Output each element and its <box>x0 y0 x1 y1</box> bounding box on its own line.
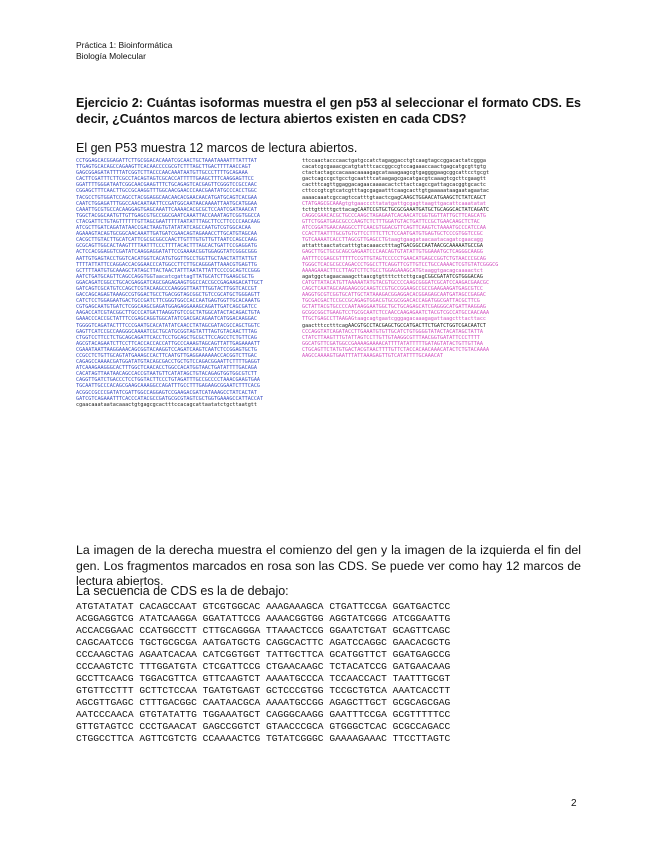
sequence-line: CTACGATTCTGTAGTTTTTTGTTAGCGAATTTTTAATATTTAGCTTCCTTCCCCAACAAG <box>76 218 261 225</box>
cds-row: GTGTTCCTTT GCTTCTCCAA TGATGTGAGT GCTCCCGTGG TCCGCTGTCA AAATCACCTT <box>76 685 451 696</box>
sequence-line: CTATGAGCGCAAAgtgtgaacccttatatgattgcgagttaagttgacattcaaatatat <box>302 200 487 207</box>
sequence-line: CACGCTTGTACTTGCATCATTCGCGCGGCCAACTTGTTTGTGTTGTTAATCCAGCCAAG <box>76 237 257 244</box>
sequence-line: CCGCCTCTGTTGCAGTATGAAAGCCACTTCAATGTTGAGGAAAAAACCACGGTCTTGAC <box>76 353 257 359</box>
header-subject: Biología Molecular <box>76 51 146 61</box>
sequence-line: AGCGTACAGAATCTTCCTTCACCACCACCATTGCCCAAAGTAGCAGTTATTGAGAAAATT <box>76 340 261 347</box>
cds-sequence-block <box>76 601 581 745</box>
sequence-line: AATCTGATGCAGTTCAGCCAGGTGGTaacatcgattagTTATGCATCTTGAAGCGCTG <box>76 273 254 280</box>
cds-row: CTGGCCTTCA AGTTCGTCTG CCAAAACTCG TGTATCGGGC GAAAAGAAAC TTCCTTAGTC <box>76 733 451 744</box>
sequence-line: attatttaactatcatttgtacaaacctttagTGACGGCCAATAACGCAAAAATGCCGA <box>302 243 483 250</box>
sequence-line: GCTATTACGTGCCCCAATAAGGAATGGCTGCTGCAGAGCATCGAGGGCATGATTAAGGAG <box>302 304 487 311</box>
cds-row: AATCCCAACA GTGTATATTG TGGAAATGCT CAGGGCAAGG GAATTTCCGA GCGTTTTTCC <box>76 709 451 720</box>
page-header <box>76 40 172 62</box>
cds-row: GCCTTCAACG TGGACGTTCA GTTCAAGTCT AAAATGCCCA TCCAACCACT TAATTTGCGT <box>76 673 451 684</box>
sequence-line: CACATAGTTAATAACAGCCACCGTAATGTTCATATAGCTGTACAGAGTGGTGGCGTCTT <box>76 371 257 378</box>
cds-row: GTTGTAGTCC CCCTGAACAT GAGCCGGTCT GTAACCCGCA GTGGGCTCAC GCGCCAGACC <box>76 721 451 732</box>
sequence-line: CCCAGGTATCAGATACCTTGAAATGTGTTGCATCTGTGGGGTATACTACATAGCTATTA <box>302 328 483 335</box>
sequence-line: AAGACCATCGTACGGCTTGCCCATGATTAAGGTGTCCGCTATGGCATACTACAGACTGTA <box>76 310 261 317</box>
cds-row: ACCACGGAAC CCATGGCCTT CTTGCAGGGA TTAAACTCCG GGAATCTGAT GCAGTTCAGC <box>76 625 451 636</box>
sequence-line: CTGGTCCTTCCTCTGCAGCAGATTCACCTCCTGCAGCTGCGCTTCCAGCCTCTGTTCAG <box>76 334 257 341</box>
sequence-line: GATCAGTCGCATGTCCAGCTCGTACAAGCCCAAGGGTTAATTTGGTACTTGGTCACCGT <box>76 285 257 292</box>
sequence-line: GACCAGCAGAGTAAAGCCGTGGACTGCCTGACGGTAGCGGCTGTCCGCATGCTGGGAGTT <box>76 292 261 299</box>
sequence-line: AGAAAGTACAGTGCGGCAACAAATTGATGATCGAACAGTAGAAACCTTGCATGTAGCAA <box>76 231 257 238</box>
sequence-line: GGCATGTTCGATGGCCGAAAAGAAAACATTTTATATTTTTGATAGTATACTGTTGTTAA <box>302 340 483 347</box>
sequence-line: ATCAAAGAAGGGCACTTTGGCTCAACACCTGGCCACATGGTAACTGATATTTTGACAGA <box>76 365 257 372</box>
sequence-line: CAGCTCAATAGCAAGAAGCGCAAGTCCGTGCCGGAAGCCGCCGAAGAAGATGAGCGTCC <box>302 285 483 292</box>
cds-row: CCCAAGTCTC TTTGGATGTA CTCGATTCCG CTGAACAAGC TCTACATCCG GATGAACAAG <box>76 661 451 672</box>
sequence-line: GAAACCCACCGCTATTTCCGAGCAGGTGGCATATCGACGACAGAATCATGGACAAGGAC <box>76 316 257 323</box>
sequence-line: CCTGGAGCACGGAGATTCTTGCGGACACAAATCGCAACTGCTAAATAAAATTTATTTAT <box>76 158 257 164</box>
cds-row: AGCGTTGAGC CTTTGACGGC CAATAACGCA AAAATGCCGG AGAGCTTGCT GCGCAGCGAG <box>76 697 451 708</box>
sequence-line: ACGGCCGCCCGATATCGATTGGCCAGGAGTCCGAAGACGATCATAAAGCCTATCACTAT <box>76 389 257 396</box>
header-course: Práctica 1: Bioinformática <box>76 40 173 50</box>
cds-row: CAGCAATCCG TGCTGCGCGA AATGATGCTG CAGGCACTTC AGATCCAGGC GAACACGCTG <box>76 637 451 648</box>
sequence-line: agatggctagaacaaagcttaacgtgttttcttcttgcagCGGCGATATCGTGGGACAG <box>302 273 483 280</box>
sequence-line: cactttcagttggaggacagaacaaaacactcttactcagccgattagcacggtgcactc <box>302 182 487 189</box>
cds-row: ATGTATATAT CACAGCCAAT GTCGTGGCAC AAAGAAAGCA CTGATTCCGA GGATGACTCC <box>76 601 451 612</box>
sequence-line: aaaacaaatcgccagtccatttgtaactcgagCAAGCTGGAACATGAAGCTCTATCAGCT <box>302 194 487 201</box>
sequence-line: CAAATTGCGTGCCACAAGGAGTGAGCAAATTCAAAACACGCGCTCCAATCGATAAACAT <box>76 206 257 213</box>
exercise-title: Ejercicio 2: Cuántas isoformas muestra el gen p53 al seleccionar el formato CDS. Es decir, ¿Cuántos marcos de lectura abiertos existen en cada CDS? <box>76 96 581 126</box>
sequence-line: ctactactagccacaaacaaaagagcataaagaagcgtgaggggaagcggcattcctgcgt <box>302 170 490 177</box>
sequence-line: CATGTTATACATGTTAAAAATATGTACGTGCCCCAAGCGGGATCGCATCCAAGACGAACGC <box>302 279 490 286</box>
sequence-line: AAGCCAAAAGTGAATTTATTAAAGAGTTGTCATATTTTGCAAACAT <box>302 353 444 359</box>
sequence-line: CAATCTGGAGATTTGGCCAACAATAATTCCGATGGCAATAACAAAATTAATGCATGGAA <box>76 200 257 207</box>
sequence-line: gactcagccgctgcctgcaatttcataagagcgacatgacgtcaaagtcgcttcgaagtt <box>302 176 487 183</box>
sequence-line: TGGGGTCAGATACTTTCCCGAATGCACATATATCAACCTATAGCGATACGCCAGCTGGTC <box>76 322 261 329</box>
intro-paragraph: El gen P53 muestra 12 marcos de lectura abiertos. <box>76 141 358 155</box>
cds-row: CCCAAGCTAG AGAATCACAA CATCGGTGGT TATTGCTTCA GCATGGTTCT GGATGAGCCG <box>76 649 451 660</box>
gene-end-sequence-image <box>76 158 300 520</box>
sequence-line: CATCTCCTGGAGAATGACTGCCGATCTTCGGGTGGCCACCAATGAGTGGTTGCACAAATG <box>76 298 261 305</box>
cds-row: ACGGAGGTCG ATATCAAGGA GGATATTCCG AAAACGGTGG AGGTATCGGG ATCGGAATTG <box>76 613 451 624</box>
sequence-line: ttccaactacccaactgatgccatctagaggacctgtcaagtagccggacactatcggga <box>302 158 487 164</box>
sequence-line: GATCGTCAGAAATTTCACCCATACGCCGATGCGCGTAGTCGCTGGTGAAAGCCATTACCAT <box>76 395 264 402</box>
sequence-line: CGGAGCTTTCAACTTGCCGCAAGGTTTGGCAACGAACCCAACGAATATGCCCACCTGGC <box>76 188 257 195</box>
sequence-line: AAGGTGCGTCGGTGCATTGCTATAAAGACGGAGGACACGGAGAGCAATGATAGCCGAGAC <box>302 292 487 299</box>
sequence-line: ATCGCTTGATCAGATATAACCGACTAAGTGTATATATCAGCCAATGTCGTGGCACAA <box>76 225 251 232</box>
sequence-line: CAGGCGAACACGCTGCCCAAGCTAGAGAATCACAACATCGGTGGTTATTGCTTCAGCATG <box>302 212 487 219</box>
sequence-line: CTGCAGTTCTATGTGACTACGTAACTTTTGTTCTACCACAACAAACATACTCTGTACAAAA <box>302 346 490 353</box>
sequence-line: GAGCTTGCTGCGCAGCGAGAATCCCAACAGTGTATATTGTGGAAATGCTCAGGGCAAGG <box>302 249 483 256</box>
sequence-line: TTGAGTGCACAGCCAGAAGTTCACAACCCCGCGTCTTTAGCTTGACTTTTAACCAGT <box>76 164 251 171</box>
sequence-line: tcttgtttttgcttacagCAATCCGTGCTGCGCGAAATGATGCTGCAGGCACTATCAGATC <box>302 206 490 213</box>
sequence-line: CAGGTTGATCTGACCCTCCTGGTACTTCCCTGTAGATTTGCCGCCCCTAAACGAAGTGAA <box>76 377 261 384</box>
sequence-line: TGCGACGACTCCGCCGCAGAGTGGACGTGCGCGGACACCAGATGGCGATTACGCTTCG <box>302 298 480 305</box>
sequence-line: TGGCTACGGCAATGTTGTTGAGCGTGCCGGCGAATCAAATTACCAAATAGTCGGTGGCCA <box>76 212 261 219</box>
sequence-line: CACTTCGATTTCTTCGCCTACAGTAGTCGCACCATTTTTGAAGCTTTCAAGGAGTTCC <box>76 176 254 183</box>
explanation-paragraph: La imagen de la derecha muestra el comienzo del gen y la imagen de la izquierda el fin del gen. Los fragmentos marcados en rosa son las CDS. Se puede ver como hay 12 marcos de lectura abiertos. <box>76 543 581 588</box>
sequence-line: GGATTTTGGGATAATCGGCAACGAAGTTTCTGCAGAGTCACGAGTTCGGGTCCGCCAAC <box>76 182 257 189</box>
sequence-line: CAGAGCCAAAACGATGGATATGTACAGCGACCTGCTGTCCAGACGGAATTCTTTTGAGGT <box>76 359 261 366</box>
sequence-line: GCGGCGGCTGAAGTCCTGCGCAATCTCCAACCAAGAGAATCTACGTCGCCATGCCAACAAA <box>302 310 490 317</box>
sequence-line: TGGGCTCACGCGCCAGACCCTGGCCTTCAGGTTCGTTGTCCTGCCAAAACTCGTGTATCGGGCG <box>302 261 499 268</box>
sequence-line: AATTGTGAGTACCTGGTCACATGGTCACATGTGGTTGCCTGGTTGCTAACTATTATTGT <box>76 255 257 262</box>
sequence-line: AATTTCCGAGCGTTTTTCCGTTGTAGTCCCCCTGAACATGAGCCGGTCTGTAACCCGCAG <box>302 255 487 262</box>
sequence-line: GCTTTTAATGTGCAAAGCTATAGCTTACTAACTATTTAATATTATTCCCCGCAGTCCGGG <box>76 267 261 274</box>
cds-intro-paragraph: La secuencia de CDS es la de debajo: <box>76 584 289 598</box>
sequence-line: ATCCGGATGAACAAGGCCTTCAACGTGGACGTTCAGTTCAAGTCTAAAATGCCCATCCAA <box>302 225 487 232</box>
gene-start-sequence-image <box>302 158 577 520</box>
sequence-line: GAGCGGAGATATTTTATCGGTCTTACCCAACAAATAATGTTGCCCTTTTGCAGAAA <box>76 170 248 177</box>
sequence-line: cttcccgtcgtcatcgtttagcgagaatttcaagcacttgtgaaaaataagaatagaatac <box>302 188 490 195</box>
page-number: 2 <box>571 798 577 809</box>
sequence-line: AAAAGAAACTTCCTTAGTCTTCTGCCTGGAGAAAGCATGtaaggtgacagcaaaactct <box>302 267 483 274</box>
sequence-line: GCGCAGTTGGCACTAAGTTTTAATTTCCCTTTTACACTTTAGCACTGATTCCGAGGATG <box>76 243 257 250</box>
sequence-line: cacatcgcgaaacgcatgtatttcaccggccgtccagaaaccaactgagcatgcgttgtg <box>302 164 487 171</box>
sequence-line: TTTTATTATTCCAGGACCACGGAACCCATGGCCTTCTTGCAGGGATTAAACGTGAGTTG <box>76 261 257 268</box>
sequence-line: GAGTTCATCCGCCAAGGGCAAAATCGCTGCATGCGGTAGTATTTAGTGTACAACTTTAG <box>76 328 257 335</box>
sequence-line: cgaacaaataatacaaactgtgagcgcactttccacagcattaatatctgcttaatgtt <box>76 401 257 408</box>
sequence-line: CTATCTTAAGTTTGTATTAGTCCTTGTTGTAAGGCGTTTAACGGTGATATTCCCTTTT <box>302 334 480 341</box>
sequence-line: GGACAGATCGGCCTGCACGAGGATCAGCGAGAGAAGTGGCCACCGCCGAGAAGACATTGCT <box>76 279 264 286</box>
sequence-line: TTGCTGAGCCTTAAGAGtaagcagtgaatcgggagacaaagagattaagctttacttacc <box>302 316 487 323</box>
sequence-line: CGAAATAATTAAGGAAACAGCGGTACAAGGTCCAGATCAAGTCAATCTCCGGAGTGCTG <box>76 346 257 353</box>
sequence-line: TGCAATTGCCCACAGCGAAGCAAAGGCCAGATTTGCCTTTGAGAAGCGGAATCTTTCACG <box>76 383 261 390</box>
sequence-line: GTTCTGGATGAGCGCCCAAGTCTCTTTGGATGTACTGATTCCGCTGAACAAGCTCTAC <box>302 218 480 225</box>
sequence-line: TGTCAAAATCACCTTAGCGTTGAGCCTGtaagtgaagataacaatacagatcgaacagg <box>302 237 483 244</box>
sequence-line: gaactttcctttcagAACGTGCCTACGAGCTGCCATGACTTCTGATCTGGTCGACAATCT <box>302 322 487 329</box>
sequence-line: TACGCCTGTGGATCCAGCCTACGGAGGCAACAACACGAACAACATGATGCAGTCACGAA <box>76 194 257 201</box>
sequence-line: ACTCCACGGAGGTCGATATCAAGGAGGATATTCCGAAAACGGTGGAGGTATCGGGCGGG <box>76 249 257 256</box>
sequence-line: CGTGAGCAATGTGATCTCGGCAAGCGAGATGGAGAGGAAAGCAGATTGATCAGCGATCC <box>76 304 257 311</box>
sequence-line: CCACTTAATTTGCGTGTGTTCCTTTCTTCTCCAATGATGTGAGTGCTCCCGTGGTCCGC <box>302 231 483 238</box>
